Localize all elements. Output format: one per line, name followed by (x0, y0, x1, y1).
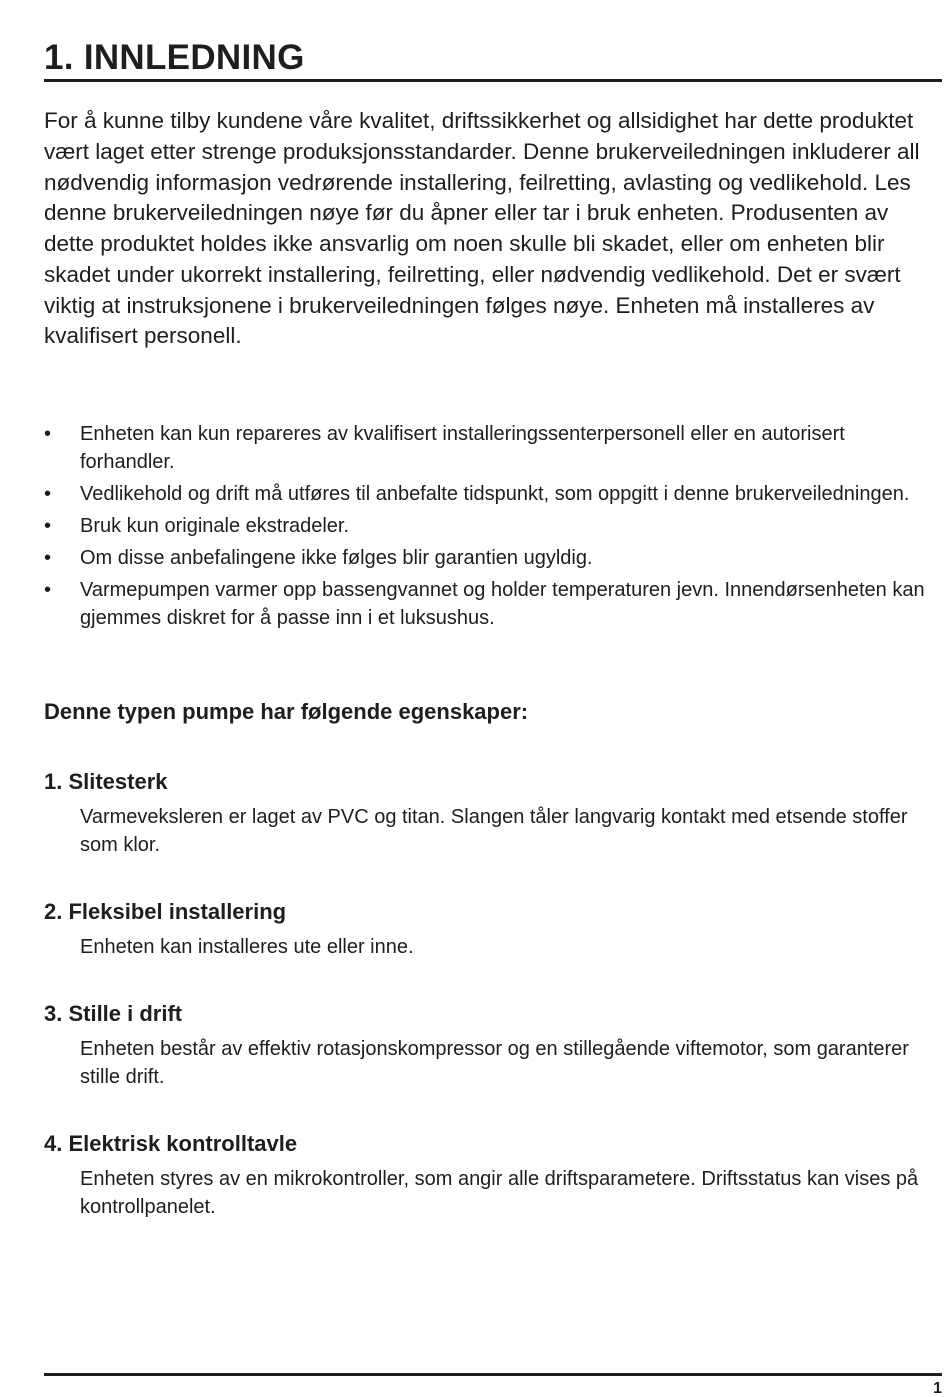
features-heading: Denne typen pumpe har følgende egenskaper: (44, 699, 529, 724)
list-item-text: Enheten kan kun repareres av kvalifisert installeringssenterpersonell eller en autorisert forhandler. (80, 423, 845, 473)
bullet-marker: • (44, 423, 52, 445)
feature-description: Varmeveksleren er laget av PVC og titan. Slangen tåler langvarig kontakt med etsende stoffer som klor. (80, 806, 908, 856)
feature-description: Enheten kan installeres ute eller inne. (80, 936, 414, 958)
notice-list (44, 420, 940, 636)
feature-title: 1. Slitesterk (44, 769, 168, 794)
manual-page (44, 0, 942, 1397)
list-item-text: Om disse anbefalingene ikke følges blir garantien ugyldig. (80, 547, 593, 569)
bullet-marker: • (44, 515, 52, 537)
feature-durable (44, 767, 940, 859)
list-item (44, 576, 940, 632)
bullet-marker: • (44, 579, 52, 601)
page-number: 1 (933, 1380, 942, 1397)
list-item-text: Varmepumpen varmer opp bassengvannet og holder temperaturen jevn. Innendørsenheten kan gjemmes diskret for å passe inn i et luksushus. (80, 579, 925, 629)
title-divider (44, 79, 942, 82)
list-item-text: Vedlikehold og drift må utføres til anbefalte tidspunkt, som oppgitt i denne brukerveiledningen. (80, 483, 910, 505)
feature-title: 3. Stille i drift (44, 1001, 183, 1026)
list-item-text: Bruk kun originale ekstradeler. (80, 515, 350, 537)
feature-control-panel (44, 1129, 940, 1221)
feature-description: Enheten består av effektiv rotasjonskompressor og en stillegående viftemotor, som garanterer stille drift. (80, 1038, 909, 1088)
footer-divider (44, 1373, 942, 1376)
feature-title: 4. Elektrisk kontrolltavle (44, 1131, 298, 1156)
list-item (44, 420, 940, 476)
bullet-marker: • (44, 483, 52, 505)
feature-description: Enheten styres av en mikrokontroller, som angir alle driftsparametere. Driftsstatus kan vises på kontrollpanelet. (80, 1168, 919, 1218)
list-item (44, 480, 940, 508)
list-item (44, 512, 940, 540)
feature-title: 2. Fleksibel installering (44, 899, 287, 924)
bullet-marker: • (44, 547, 52, 569)
intro-paragraph: For å kunne tilby kundene våre kvalitet, driftssikkerhet og allsidighet har dette produktet vært laget etter strenge produksjonsstandarder. Denne brukerveiledningen inkluderer all nødvendig informasjon vedrørende installering, feilretting, avlasting og vedlikehold. Les denne brukerveiledningen nøye før du åpner eller tar i bruk enheten. Produsenten av dette produktet holdes ikke ansvarlig om noen skulle bli skadet, eller om enheten blir skadet under ukorrekt installering, feilretting, eller nødvendig vedlikehold. Det er svært viktig at instruksjonene i brukerveiledningen følges nøye. Enheten må installeres av kvalifisert personell. (44, 108, 920, 349)
list-item (44, 544, 940, 572)
feature-quiet-operation (44, 999, 940, 1091)
section-title: 1. INNLEDNING (44, 38, 305, 77)
feature-flexible-installation (44, 897, 940, 961)
